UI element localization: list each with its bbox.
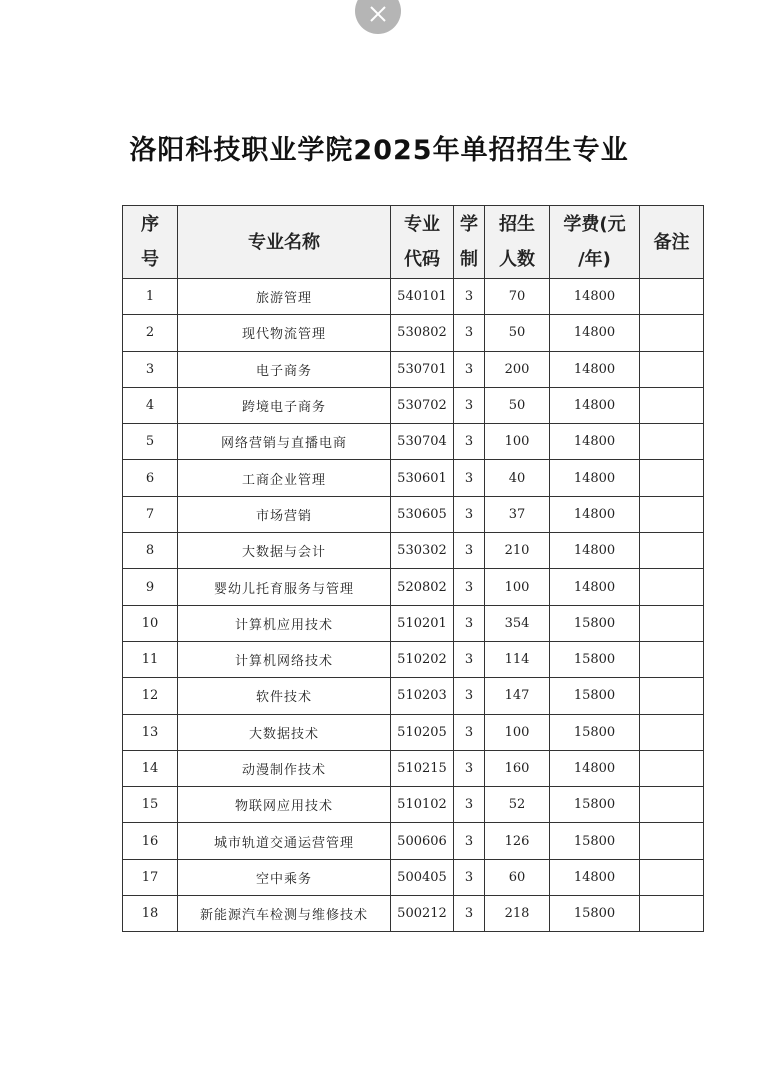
cell-note [640,279,704,315]
header-seq-line2: 号 [141,249,159,270]
cell-note [640,424,704,460]
cell-note [640,641,704,677]
header-years-line2: 制 [460,249,478,270]
cell-count: 114 [485,641,550,677]
close-icon [369,0,387,27]
header-years-line1: 学 [460,214,478,235]
header-note: 备注 [640,206,704,279]
cell-name: 电子商务 [178,351,391,387]
cell-seq: 5 [123,424,178,460]
cell-note [640,496,704,532]
cell-name: 动漫制作技术 [178,750,391,786]
table-row [123,496,704,532]
header-fee-line2: /年) [578,249,611,270]
cell-fee: 15800 [550,714,640,750]
cell-name: 软件技术 [178,678,391,714]
cell-name: 计算机应用技术 [178,605,391,641]
cell-name: 现代物流管理 [178,315,391,351]
cell-note [640,569,704,605]
cell-fee: 14800 [550,279,640,315]
cell-note [640,823,704,859]
cell-count: 100 [485,569,550,605]
cell-name: 空中乘务 [178,859,391,895]
cell-fee: 14800 [550,424,640,460]
cell-note [640,896,704,932]
cell-name: 物联网应用技术 [178,787,391,823]
cell-code: 500606 [391,823,454,859]
header-years [454,206,485,279]
cell-seq: 13 [123,714,178,750]
cell-fee: 14800 [550,750,640,786]
header-count-line1: 招生 [499,214,535,235]
table-row [123,787,704,823]
cell-fee: 14800 [550,496,640,532]
cell-code: 500212 [391,896,454,932]
cell-count: 50 [485,315,550,351]
cell-name: 城市轨道交通运营管理 [178,823,391,859]
cell-note [640,351,704,387]
header-code-line1: 专业 [404,214,440,235]
cell-note [640,678,704,714]
cell-years: 3 [454,859,485,895]
table-row [123,750,704,786]
cell-count: 60 [485,859,550,895]
cell-code: 500405 [391,859,454,895]
cell-note [640,460,704,496]
header-seq-line1: 序 [141,214,159,235]
cell-code: 530802 [391,315,454,351]
cell-count: 52 [485,787,550,823]
cell-seq: 14 [123,750,178,786]
table-row [123,859,704,895]
cell-years: 3 [454,714,485,750]
table-row [123,279,704,315]
cell-years: 3 [454,896,485,932]
cell-count: 200 [485,351,550,387]
cell-seq: 8 [123,533,178,569]
cell-count: 37 [485,496,550,532]
cell-seq: 2 [123,315,178,351]
cell-seq: 6 [123,460,178,496]
cell-years: 3 [454,279,485,315]
cell-note [640,605,704,641]
cell-name: 网络营销与直播电商 [178,424,391,460]
majors-table [122,205,704,932]
cell-seq: 18 [123,896,178,932]
cell-years: 3 [454,424,485,460]
cell-seq: 15 [123,787,178,823]
cell-code: 530702 [391,387,454,423]
cell-fee: 15800 [550,787,640,823]
table-row [123,641,704,677]
cell-count: 210 [485,533,550,569]
cell-years: 3 [454,823,485,859]
cell-seq: 11 [123,641,178,677]
table-row [123,387,704,423]
cell-note [640,533,704,569]
cell-name: 新能源汽车检测与维修技术 [178,896,391,932]
cell-fee: 14800 [550,569,640,605]
cell-name: 跨境电子商务 [178,387,391,423]
cell-name: 计算机网络技术 [178,641,391,677]
cell-fee: 15800 [550,896,640,932]
cell-count: 160 [485,750,550,786]
cell-code: 510102 [391,787,454,823]
cell-fee: 15800 [550,605,640,641]
cell-fee: 14800 [550,387,640,423]
cell-years: 3 [454,605,485,641]
cell-seq: 10 [123,605,178,641]
cell-code: 510205 [391,714,454,750]
cell-years: 3 [454,315,485,351]
cell-count: 70 [485,279,550,315]
cell-note [640,387,704,423]
cell-years: 3 [454,533,485,569]
cell-count: 50 [485,387,550,423]
cell-seq: 7 [123,496,178,532]
cell-years: 3 [454,787,485,823]
table-row [123,351,704,387]
table-row [123,678,704,714]
close-button[interactable] [355,0,401,34]
cell-fee: 14800 [550,533,640,569]
cell-code: 540101 [391,279,454,315]
cell-count: 40 [485,460,550,496]
cell-count: 218 [485,896,550,932]
cell-code: 530605 [391,496,454,532]
cell-years: 3 [454,569,485,605]
header-name: 专业名称 [178,206,391,279]
header-fee-line1: 学费(元 [563,214,626,235]
table-row [123,460,704,496]
cell-fee: 15800 [550,678,640,714]
cell-fee: 14800 [550,351,640,387]
cell-code: 520802 [391,569,454,605]
cell-count: 147 [485,678,550,714]
header-count-line2: 人数 [499,249,535,270]
cell-years: 3 [454,387,485,423]
cell-seq: 4 [123,387,178,423]
cell-code: 530302 [391,533,454,569]
cell-count: 100 [485,424,550,460]
cell-years: 3 [454,351,485,387]
cell-name: 工商企业管理 [178,460,391,496]
cell-name: 大数据与会计 [178,533,391,569]
cell-count: 354 [485,605,550,641]
cell-note [640,315,704,351]
cell-code: 530601 [391,460,454,496]
cell-seq: 3 [123,351,178,387]
header-code-line2: 代码 [404,249,440,270]
cell-seq: 9 [123,569,178,605]
cell-years: 3 [454,678,485,714]
header-code [391,206,454,279]
header-seq [123,206,178,279]
header-fee [550,206,640,279]
cell-name: 大数据技术 [178,714,391,750]
cell-code: 510202 [391,641,454,677]
table-header-row [123,206,704,279]
table-row [123,896,704,932]
cell-years: 3 [454,750,485,786]
cell-count: 100 [485,714,550,750]
table-row [123,714,704,750]
header-count [485,206,550,279]
cell-name: 市场营销 [178,496,391,532]
table-row [123,424,704,460]
cell-code: 530701 [391,351,454,387]
table-row [123,315,704,351]
cell-years: 3 [454,460,485,496]
cell-fee: 14800 [550,460,640,496]
table-row [123,823,704,859]
cell-note [640,714,704,750]
cell-code: 530704 [391,424,454,460]
cell-fee: 15800 [550,641,640,677]
cell-years: 3 [454,641,485,677]
cell-count: 126 [485,823,550,859]
cell-seq: 1 [123,279,178,315]
cell-note [640,787,704,823]
table-row [123,569,704,605]
cell-fee: 15800 [550,823,640,859]
cell-years: 3 [454,496,485,532]
cell-fee: 14800 [550,859,640,895]
cell-seq: 17 [123,859,178,895]
cell-note [640,750,704,786]
cell-seq: 12 [123,678,178,714]
page-title: 洛阳科技职业学院2025年单招招生专业 [129,135,629,166]
cell-code: 510201 [391,605,454,641]
cell-code: 510203 [391,678,454,714]
table-row [123,605,704,641]
cell-fee: 14800 [550,315,640,351]
cell-name: 旅游管理 [178,279,391,315]
cell-name: 婴幼儿托育服务与管理 [178,569,391,605]
cell-seq: 16 [123,823,178,859]
cell-note [640,859,704,895]
table-row [123,533,704,569]
cell-code: 510215 [391,750,454,786]
